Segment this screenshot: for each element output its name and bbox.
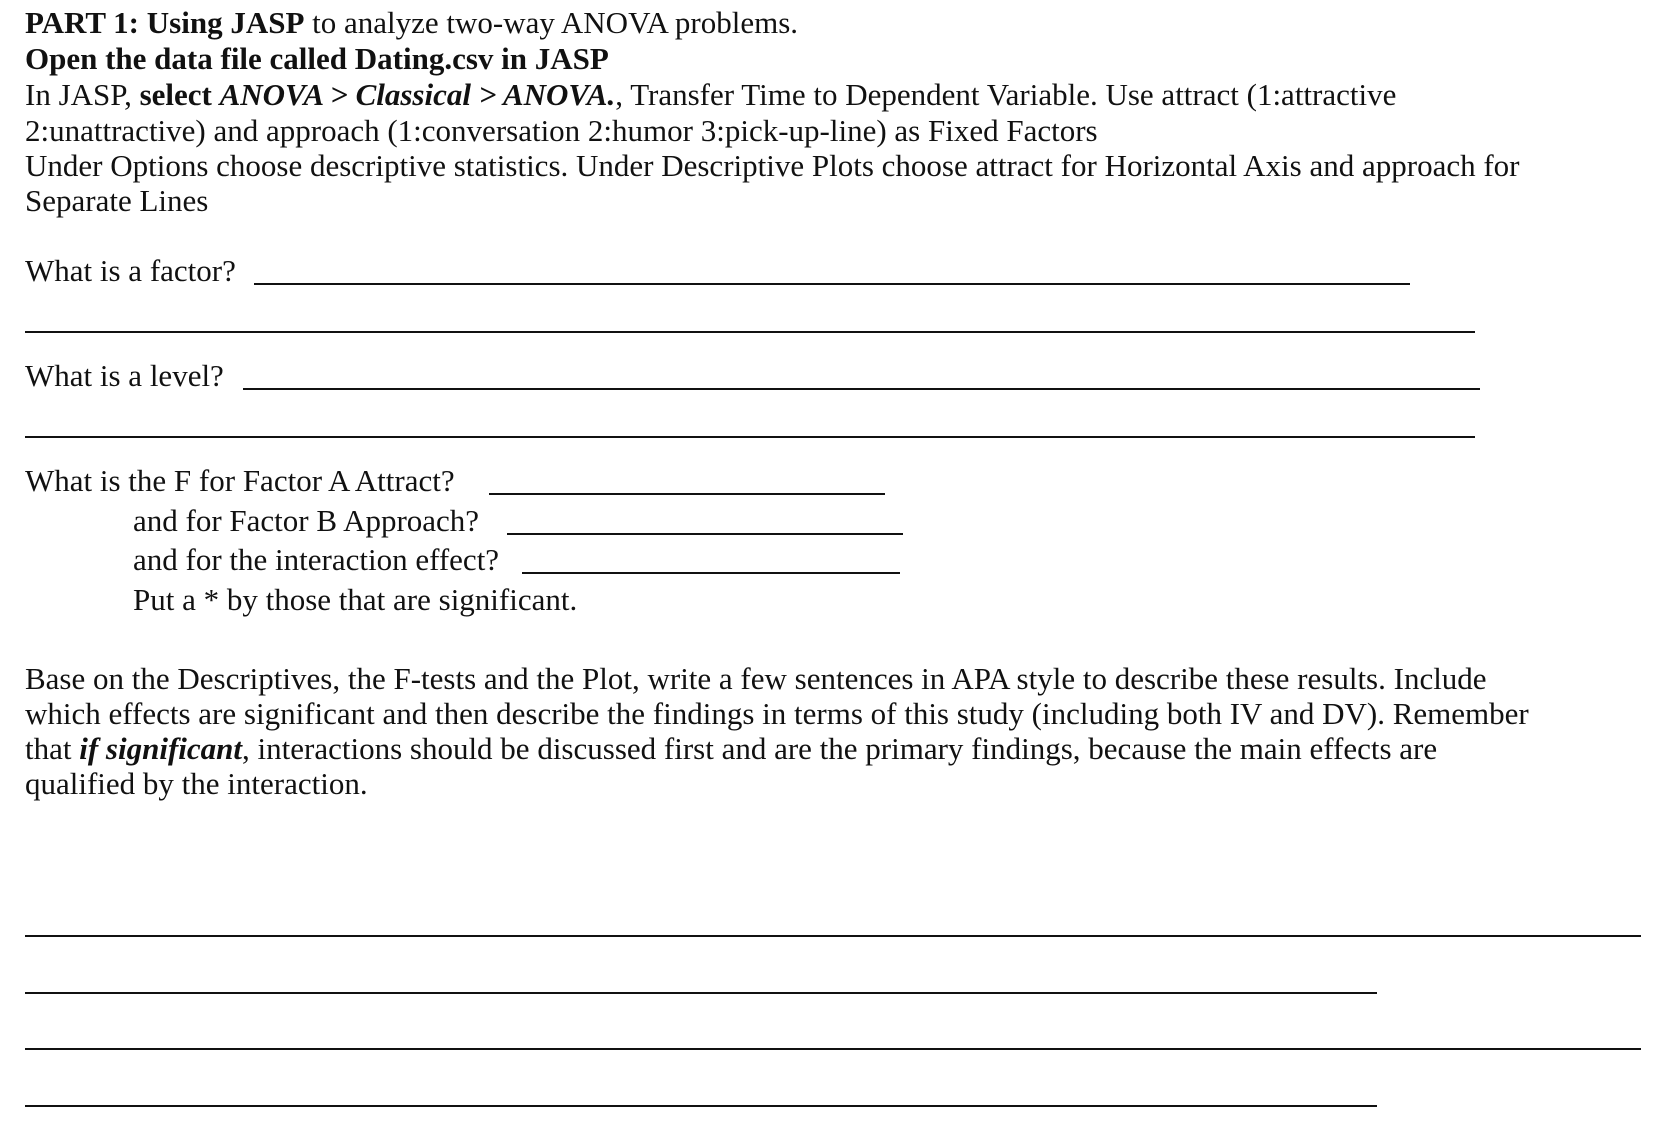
part-label: PART 1: Using JASP <box>25 5 305 40</box>
f-interaction-text: and for the interaction effect? <box>133 542 500 577</box>
apa-prompt-line-1 <box>25 660 1487 698</box>
f-factor-b-text: and for Factor B Approach? <box>133 503 480 538</box>
in-jasp-text: In JASP, <box>25 77 140 112</box>
separate-lines-text: Separate Lines <box>25 183 209 218</box>
separate-lines-instruction <box>25 182 208 220</box>
apa-answer-line-3[interactable] <box>25 1048 1641 1050</box>
significance-note <box>133 581 577 619</box>
apa-prompt-text-1: Base on the Descriptives, the F-tests and the Plot, write a few sentences in APA style to describe these results. Include <box>25 661 1487 696</box>
level-question <box>25 357 224 395</box>
f-factor-a-question <box>25 462 455 500</box>
factor-answer-line-2[interactable] <box>25 331 1475 333</box>
apa-prompt-line-4 <box>25 765 368 803</box>
part-subtitle: to analyze two-way ANOVA problems. <box>304 5 799 40</box>
apa-prompt-text-3a: that <box>25 731 80 766</box>
f-interaction-answer-line[interactable] <box>522 572 900 574</box>
options-text: Under Options choose descriptive statistics. Under Descriptive Plots choose attract for Horizontal Axis and approach for <box>25 148 1520 183</box>
menu-path: ANOVA > Classical > ANOVA. <box>219 77 616 112</box>
part-heading <box>25 4 798 42</box>
apa-prompt-emphasis: if significant <box>79 731 243 766</box>
apa-prompt-text-2: which effects are significant and then describe the findings in terms of this study (including both IV and DV). Remember <box>25 696 1529 731</box>
factor-question-text: What is a factor? <box>25 253 236 288</box>
apa-prompt-text-4: qualified by the interaction. <box>25 766 368 801</box>
level-question-text: What is a level? <box>25 358 224 393</box>
open-file-text: Open the data file called Dating.csv in JASP <box>25 41 609 76</box>
options-instruction <box>25 147 1520 185</box>
fixed-factors-text: 2:unattractive) and approach (1:conversation 2:humor 3:pick-up-line) as Fixed Factors <box>25 113 1098 148</box>
apa-prompt-line-3 <box>25 730 1437 768</box>
factor-answer-line[interactable] <box>254 283 1410 285</box>
f-factor-a-answer-line[interactable] <box>489 493 885 495</box>
apa-answer-line-2[interactable] <box>25 992 1377 994</box>
apa-prompt-line-2 <box>25 695 1529 733</box>
select-text: select <box>139 77 220 112</box>
factor-question <box>25 252 236 290</box>
apa-answer-line-4[interactable] <box>25 1105 1377 1107</box>
f-factor-b-answer-line[interactable] <box>507 533 903 535</box>
level-answer-line-2[interactable] <box>25 436 1475 438</box>
apa-answer-line-1[interactable] <box>25 935 1641 937</box>
jasp-menu-instruction <box>25 76 1396 114</box>
f-interaction-question <box>133 541 499 579</box>
transfer-text: , Transfer Time to Dependent Variable. Use attract (1:attractive <box>615 77 1397 112</box>
significance-note-text: Put a * by those that are significant. <box>133 582 578 617</box>
open-file-instruction <box>25 40 609 78</box>
level-answer-line[interactable] <box>243 388 1480 390</box>
f-factor-a-text: What is the F for Factor A Attract? <box>25 463 455 498</box>
f-factor-b-question <box>133 502 479 540</box>
fixed-factors-instruction <box>25 112 1098 150</box>
apa-prompt-text-3b: , interactions should be discussed first and are the primary findings, because the main effects are <box>242 731 1438 766</box>
